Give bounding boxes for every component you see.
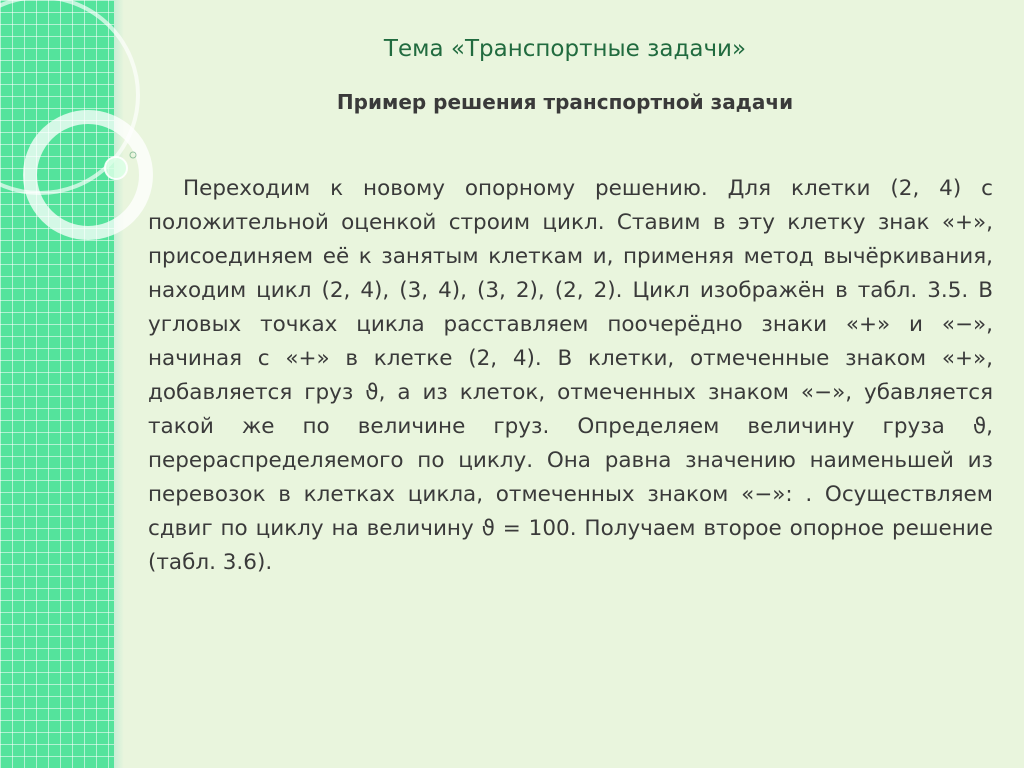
body-paragraph: Переходим к новому опорному решению. Для клетки (2, 4) с положительной оценкой строим цикл. Ставим в эту клетку знак «+», присоединяем её к занятым клеткам и, применяя метод вычёркивания, находим цикл (2, 4), (3, 4), (3, 2), (2, 2). Цикл изображён в табл. 3.5. В угловых точках цикла расставляем поочерёдно знаки «+» и «−», начиная с «+» в клетке (2, 4). В клетки, отмеченные знаком «+», добавляется груз ϑ, а из клеток, отмеченных знаком «−», убавляется такой же по величине груз. Определяем величину груза ϑ, перераспределяемого по циклу. Она равна значению наименьшей из перевозок в клетках цикла, отмеченных знаком «−»: . Осуществляем сдвиг по циклу на величину ϑ = 100. Получаем второе опорное решение (табл. 3.6). <box>148 176 993 575</box>
medium-ring <box>30 117 146 233</box>
small-dot <box>105 157 127 179</box>
slide-title: Тема «Транспортные задачи» <box>383 36 747 62</box>
slide-subtitle: Пример решения транспортной задачи <box>336 90 794 114</box>
